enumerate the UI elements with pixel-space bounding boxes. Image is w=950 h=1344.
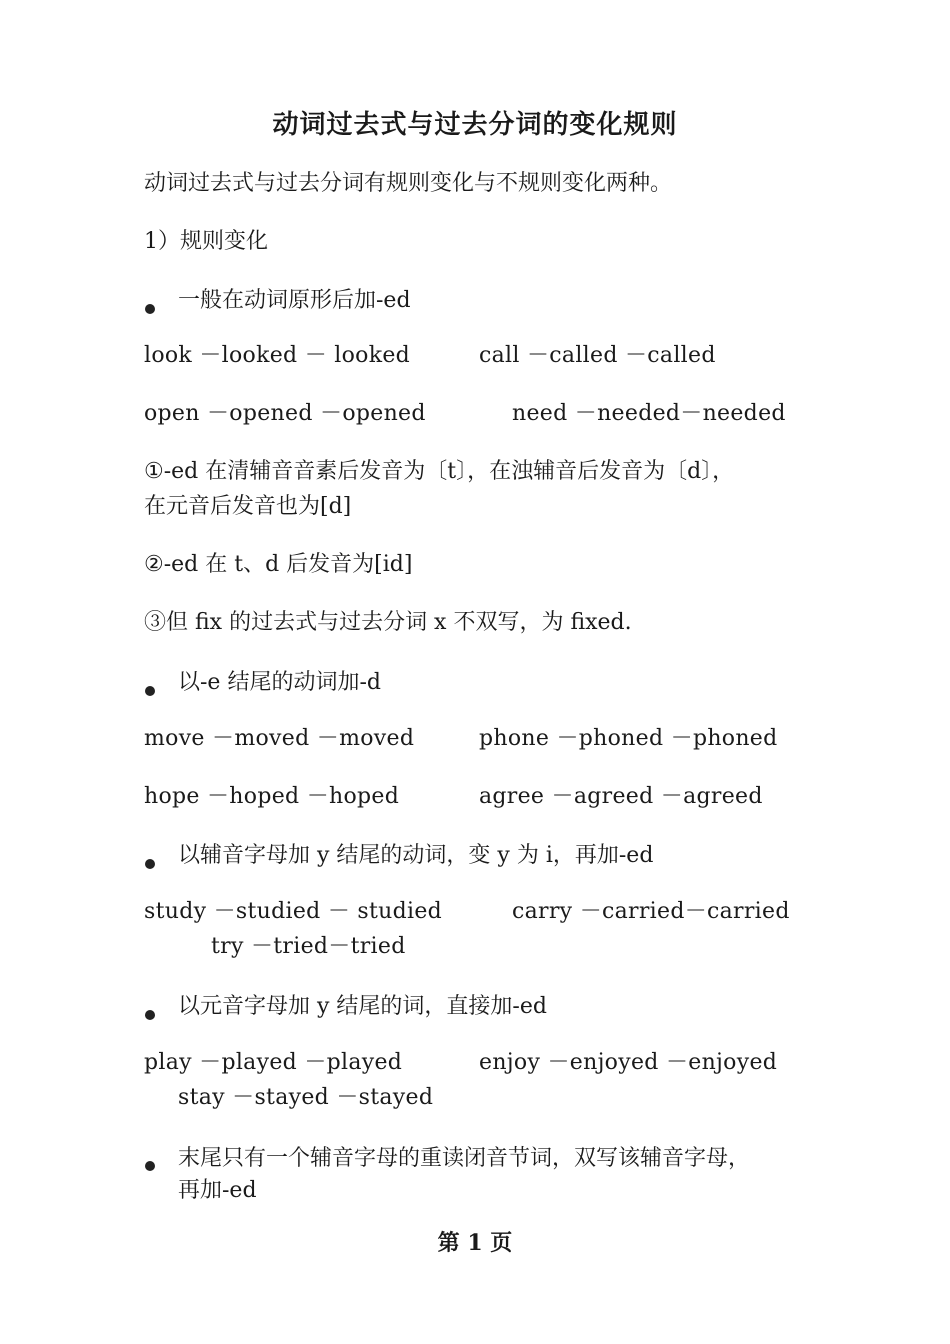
note-3: ③但 fix 的过去式与过去分词 x 不双写，为 fixed. xyxy=(144,610,632,635)
example-study: study －studied － studied xyxy=(144,899,443,924)
example-look: look －looked － looked xyxy=(144,343,411,368)
bullet-icon xyxy=(145,859,155,869)
page-title: 动词过去式与过去分词的变化规则 xyxy=(272,110,678,140)
bullet-item-2: 以-e 结尾的动词加-d xyxy=(178,670,381,695)
bullet-icon xyxy=(145,1161,155,1171)
example-play: play －played －played xyxy=(144,1050,403,1075)
page-number: 第 1 页 xyxy=(437,1230,513,1256)
bullet-icon xyxy=(145,304,155,314)
bullet-item-1: 一般在动词原形后加-ed xyxy=(178,288,411,313)
bullet-item-3: 以辅音字母加 y 结尾的动词，变 y 为 i，再加-ed xyxy=(178,843,654,868)
bullet-item-4: 以元音字母加 y 结尾的词，直接加-ed xyxy=(178,994,547,1019)
example-agree: agree －agreed －agreed xyxy=(479,784,763,809)
example-need: need －needed－needed xyxy=(512,401,786,426)
bullet-item-5-line-2: 再加-ed xyxy=(178,1178,257,1203)
note-2: ②-ed 在 t、d 后发音为[id] xyxy=(144,552,413,577)
example-hope: hope －hoped －hoped xyxy=(144,784,400,809)
note-1-line-1: ①-ed 在清辅音音素后发音为〔t〕，在浊辅音后发音为〔d〕， xyxy=(144,459,735,484)
example-phone: phone －phoned －phoned xyxy=(479,726,778,751)
example-call: call －called －called xyxy=(479,343,716,368)
example-stay: stay －stayed －stayed xyxy=(178,1085,434,1110)
note-1-line-2: 在元音后发音也为[d] xyxy=(144,494,352,519)
example-try: try －tried－tried xyxy=(211,934,406,959)
bullet-icon xyxy=(145,1010,155,1020)
example-enjoy: enjoy －enjoyed －enjoyed xyxy=(479,1050,778,1075)
intro-paragraph: 动词过去式与过去分词有规则变化与不规则变化两种。 xyxy=(144,171,673,196)
bullet-item-5-line-1: 末尾只有一个辅音字母的重读闭音节词，双写该辅音字母， xyxy=(178,1146,751,1171)
example-open: open －opened －opened xyxy=(144,401,426,426)
example-carry: carry －carried－carried xyxy=(512,899,790,924)
bullet-icon xyxy=(145,686,155,696)
section-heading: 1）规则变化 xyxy=(144,229,268,254)
example-move: move －moved －moved xyxy=(144,726,415,751)
